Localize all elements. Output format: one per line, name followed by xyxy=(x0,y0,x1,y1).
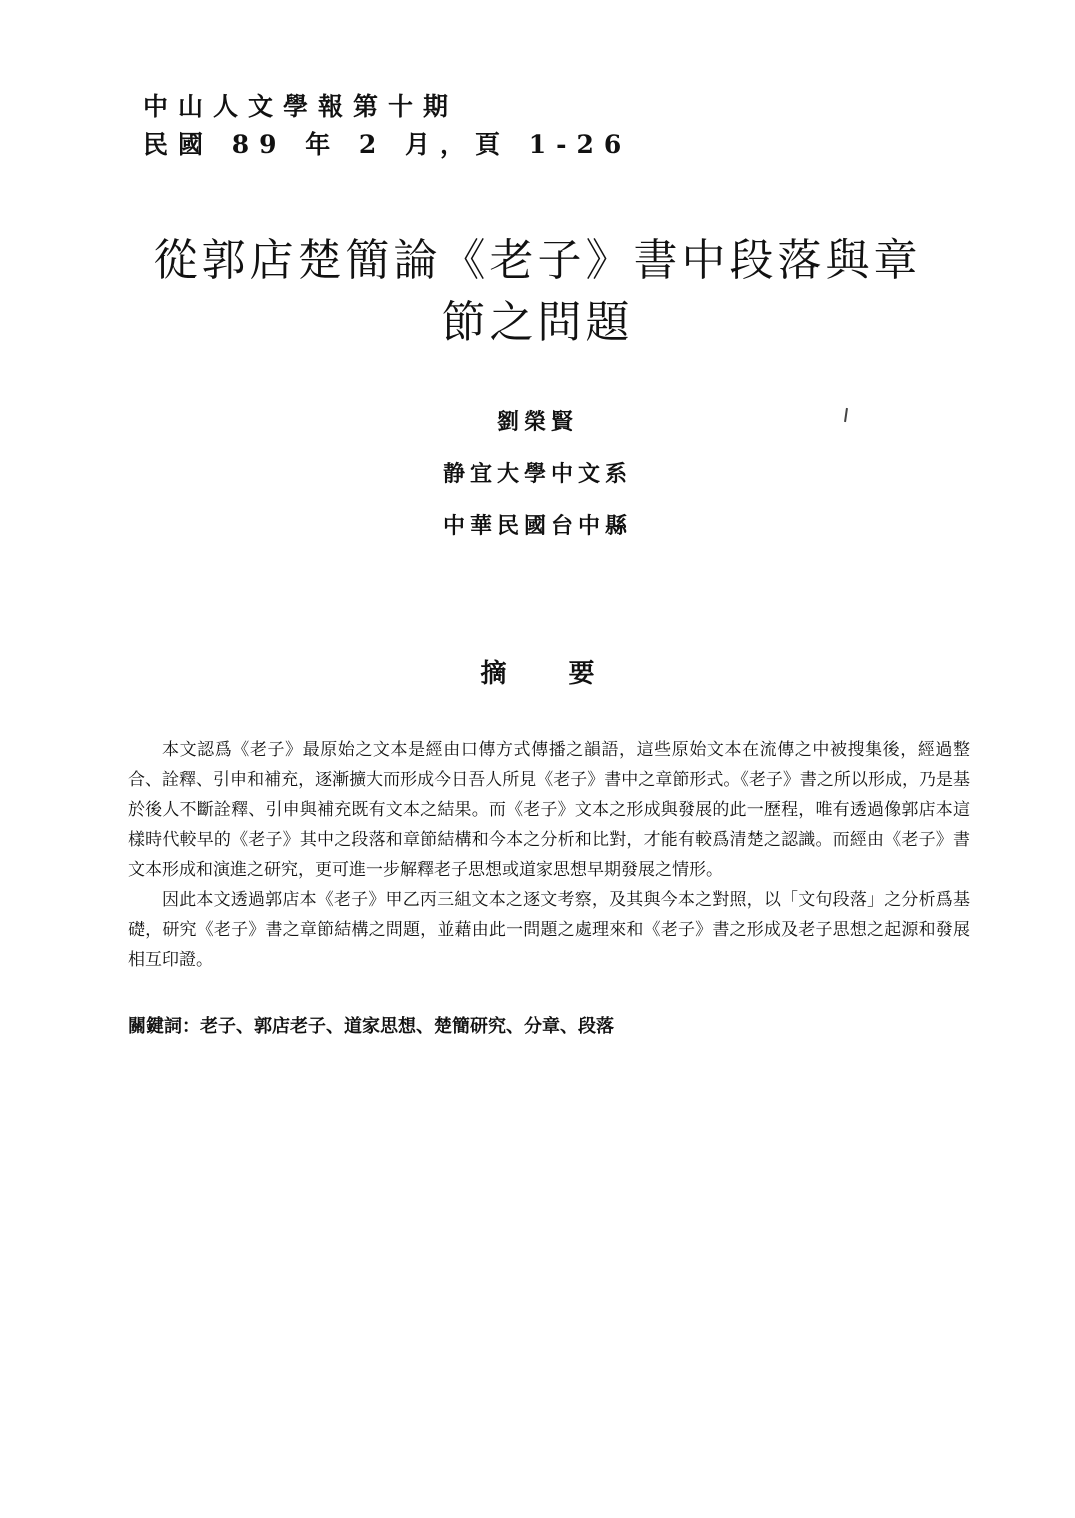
journal-header xyxy=(143,88,631,164)
journal-name: 中山人文學報第十期 xyxy=(143,92,459,121)
abstract-body xyxy=(128,735,970,975)
journal-issue: 民國 89 年 2 月，頁 1-26 xyxy=(143,130,632,159)
author-name: 劉榮賢 xyxy=(496,409,578,435)
abstract-paragraph-1: 本文認爲《老子》最原始之文本是經由口傳方式傳播之韻語，這些原始文本在流傳之中被搜集後，經過整合、詮釋、引申和補充，逐漸擴大而形成今日吾人所見《老子》書中之章節形式。《老子》書之所以形成，乃是基於後人不斷詮釋、引申與補充既有文本之結果。而《老子》文本之形成與發展的此一歷程，唯有透過像郭店本這樣時代較早的《老子》其中之段落和章節結構和今本之分析和比對，才能有較爲清楚之認識。而經由《老子》書文本形成和演進之研究，更可進一步解釋老子思想或道家思想早期發展之情形。 xyxy=(128,740,970,880)
abstract-heading: 摘要 xyxy=(480,659,657,689)
title-line-2: 節之問題 xyxy=(441,297,634,348)
author-location: 中華民國台中縣 xyxy=(442,513,632,539)
keywords: 關鍵詞：老子、郭店老子、道家思想、楚簡研究、分章、段落 xyxy=(128,1016,614,1037)
author-affiliation: 静宜大學中文系 xyxy=(442,461,632,487)
author-block xyxy=(0,404,1075,560)
abstract-paragraph-2: 因此本文透過郭店本《老子》甲乙丙三組文本之逐文考察，及其與今本之對照，以「文句段落」之分析爲基礎，研究《老子》書之章節結構之問題，並藉由此一問題之處理來和《老子》書之形成及老子思想之起源和發展相互印證。 xyxy=(128,890,970,970)
paper-title xyxy=(100,230,975,354)
title-line-1: 從郭店楚簡論《老子》書中段落與章 xyxy=(153,235,922,286)
